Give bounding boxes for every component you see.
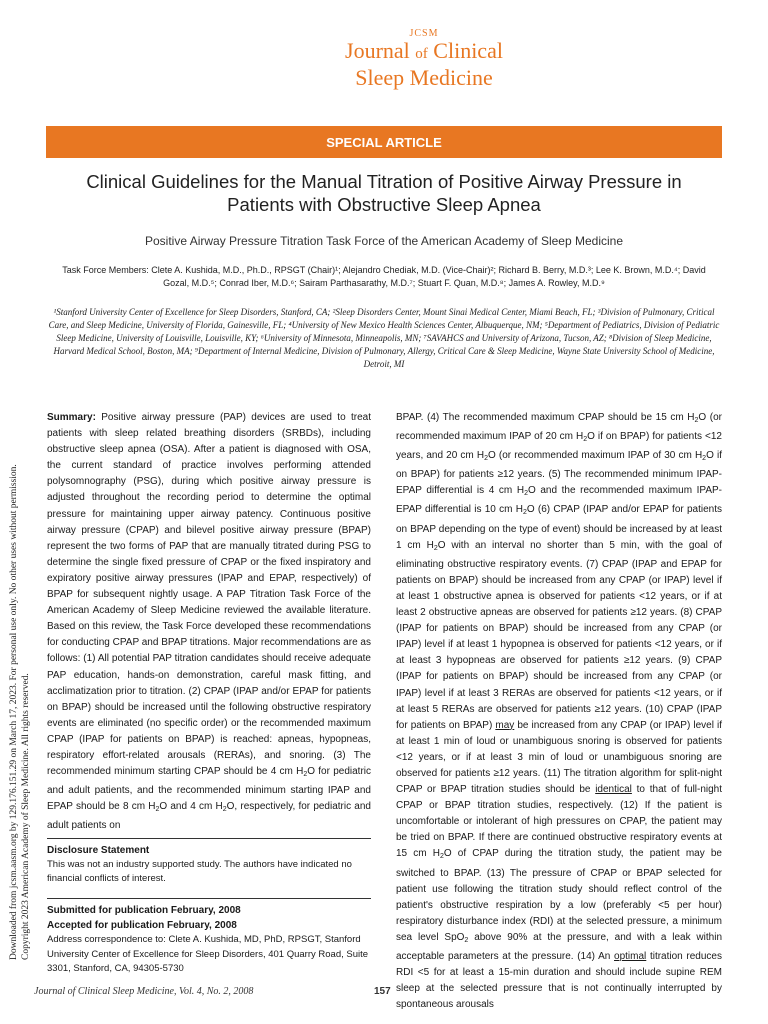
article-title: Clinical Guidelines for the Manual Titration of Positive Airway Pressure in Patients with Obstructive Sleep Apnea bbox=[86, 171, 682, 215]
download-notice: Downloaded from jcsm.aasm.org by 129.176.151.29 on March 17, 2023. For personal use only. No other uses without permission. Copyright 2023 American Academy of Sleep Medicine. All rights reserved. bbox=[9, 464, 31, 960]
emphasis-may: may bbox=[495, 719, 515, 731]
submission-info bbox=[47, 904, 371, 977]
correspondence-address: Address correspondence to: Clete A. Kushida, MD, PhD, RPSGT, Stanford University Center of Excellence for Sleep Disorders, 401 Quarry Road, Suite 3301, Stanford, CA, 94305-5730 bbox=[47, 934, 369, 974]
author-list: Task Force Members: Clete A. Kushida, M.D., Ph.D., RPSGT (Chair)¹; Alejandro Chediak, M.D. (Vice-Chair)²; Richard B. Berry, M.D.³; Lee K. Brown, M.D.⁴; David Gozal, M.D.⁵; Conrad Iber, M.D.⁶; Sairam Parthasarathy, M.D.⁷; Stuart F. Quan, M.D.⁸; James A. Rowley, M.D.⁹ bbox=[62, 265, 706, 288]
journal-name-line2: Sleep Medicine bbox=[355, 65, 493, 90]
disclosure-statement bbox=[47, 844, 371, 886]
section-banner: SPECIAL ARTICLE bbox=[46, 126, 722, 158]
page-number: 157 bbox=[374, 986, 391, 997]
disclosure-heading: Disclosure Statement bbox=[47, 845, 150, 856]
article-subtitle: Positive Airway Pressure Titration Task Force of the American Academy of Sleep Medicine bbox=[145, 234, 623, 248]
affiliations: ¹Stanford University Center of Excellence for Sleep Disorders, Stanford, CA; ²Sleep Disorders Center, Mount Sinai Medical Center, Miami Beach, FL; ³Division of Pulmonary, Critical Care, and Sleep Medicine, University of Florida, Gainesville, FL; ⁴University of New Mexico Health Sciences Center, Albuquerque, NM; ⁵Department of Pediatrics, Division of Pediatric Sleep Medicine, University of Louisville, Louisville, KY; ⁶University of Minnesota, Minneapolis, MN; ⁷SAVAHCS and University of Arizona, Tucson, AZ; ⁸Division of Sleep Medicine, Harvard Medical School, Boston, MA; ⁹Department of Internal Medicine, Division of Pulmonary, Allergy, Critical Care & Sleep Medicine, Wayne State University School of Medicine, Detroit, MI bbox=[48, 307, 720, 369]
divider bbox=[47, 838, 371, 839]
submitted-date: Submitted for publication February, 2008 bbox=[47, 905, 241, 916]
body-column-right: BPAP. (4) The recommended maximum CPAP should be 15 cm $H_2O$ (or recommended maximum IPAP of 20 cm $H_2O$ if on BPAP) for patients <12 years, and 20 cm $H_2O$ (or recommended maximum IPAP of 30 cm $H_2O$ if on BPAP) for patients ≥12 years. (5) The recommended minimum IPAP-EPAP differential is 4 cm $H_2O$ and the recommended maximum IPAP-EPAP differential is 10 cm $H_2O$ (6) CPAP (IPAP and/or EPAP for patients on BPAP depending on the type of event) should be increased by at least 1 cm $H_2O$ with an interval no shorter than 5 min, with the goal of eliminating obstructive respiratory events. (7) CPAP (IPAP and EPAP for patients on BPAP) should be increased from any CPAP (or IPAP) level if at least 1 obstructive apnea is observed for patients <12 years, or if at least 2 obstructive apneas are observed for patients ≥12 years. (8) CPAP (IPAP for patients on BPAP) should be increased from any CPAP (or IPAP) level if at least 1 hypopnea is observed for patients <12 years, or if at least 3 hypopneas are observed for patients ≥12 years. (9) CPAP (IPAP for patients on BPAP) should be increased from any CPAP (or IPAP) level if at least 3 RERAs are observed for patients <12 years, or if at least 5 RERAs are observed for patients ≥12 years. (10) CPAP (IPAP for patients on BPAP) may be increased from any CPAP (or IPAP) level if at least 1 min of loud or unambiguous snoring is observed for patients <12 years, or if at least 3 min of loud or unambiguous snoring are observed for patients ≥12 years. (11) The titration algorithm for split-night CPAP or BPAP titration studies should be identical to that of full-night CPAP or BPAP titration studies, respectively. (12) If the patient is uncomfortable or intolerant of high pressures on CPAP, the patient may be tried on BPAP. If there are continued obstructive respiratory events at 15 cm $H_2O$ of CPAP during the titration study, the patient may be switched to BPAP. (13) The pressure of CPAP or BPAP selected for patient use following the titration study should reflect control of the patient's obstructive respiration by a low (preferably <5 per hour) respiratory disturbance index (RDI) at the selected pressure, a minimum sea level SpO$_2$ above 90% at the pressure, and with a leak within acceptable parameters at the pressure. (14) An optimal titration reduces RDI <5 for at least a 15-min duration and should include supine REM sleep at the selected pressure that is not continually interrupted by spontaneous arousals bbox=[396, 412, 723, 1011]
accepted-date: Accepted for publication February, 2008 bbox=[47, 919, 237, 931]
summary-lead: Summary: bbox=[47, 412, 96, 423]
journal-abbrev: JCSM bbox=[409, 28, 439, 39]
divider bbox=[47, 898, 371, 899]
summary-column: Summary: Positive airway pressure (PAP) devices are used to treat patients with sleep related breathing disorders (SRBDs), including obstructive sleep apnea (OSA). After a patient is diagnosed with OSA, the current standard of practice involves performing attended polysomnography (PSG), during which positive airway pressure is adjusted throughout the recording period to determine the optimal pressure for maintaining upper airway patency. Continuous positive airway pressure (CPAP) and bilevel positive airway pressure (BPAP) represent the two forms of PAP that are manually titrated during PSG to determine the single fixed pressure of CPAP or the fixed inspiratory and expiratory positive airway pressures (IPAP and EPAP, respectively) of BPAP for subsequent nightly usage. A PAP Titration Task Force of the American Academy of Sleep Medicine reviewed the available literature. Based on this review, the Task Force developed these recommendations for conducting CPAP and BPAP titrations. Major recommendations are as follows: (1) All potential PAP titration candidates should receive adequate PAP education, hands-on demonstration, careful mask fitting, and acclimatization prior to titration. (2) CPAP (IPAP and/or EPAP for patients on BPAP) should be increased until the following obstructive respiratory events are eliminated (no specific order) or the recommended maximum CPAP (IPAP for patients on BPAP) is reached: apneas, hypopneas, respiratory effort-related arousals (RERAs), and snoring. (3) The recommended minimum starting CPAP should be 4 cm $H_2O$ for pediatric and adult patients, and the recommended minimum starting IPAP and EPAP should be 8 cm $H_2O$ and 4 cm $H_2O$, respectively, for pediatric and adult patients on bbox=[47, 412, 371, 832]
journal-masthead bbox=[0, 28, 768, 90]
disclosure-text: This was not an industry supported study. The authors have indicated no financial conflicts of interest. bbox=[47, 859, 352, 884]
footer-citation: Journal of Clinical Sleep Medicine, Vol. 4, No. 2, 2008 bbox=[34, 986, 254, 997]
emphasis-optimal: optimal bbox=[614, 951, 647, 962]
journal-name-line1: Journal of Clinical bbox=[345, 38, 503, 63]
emphasis-identical: identical bbox=[595, 784, 632, 796]
